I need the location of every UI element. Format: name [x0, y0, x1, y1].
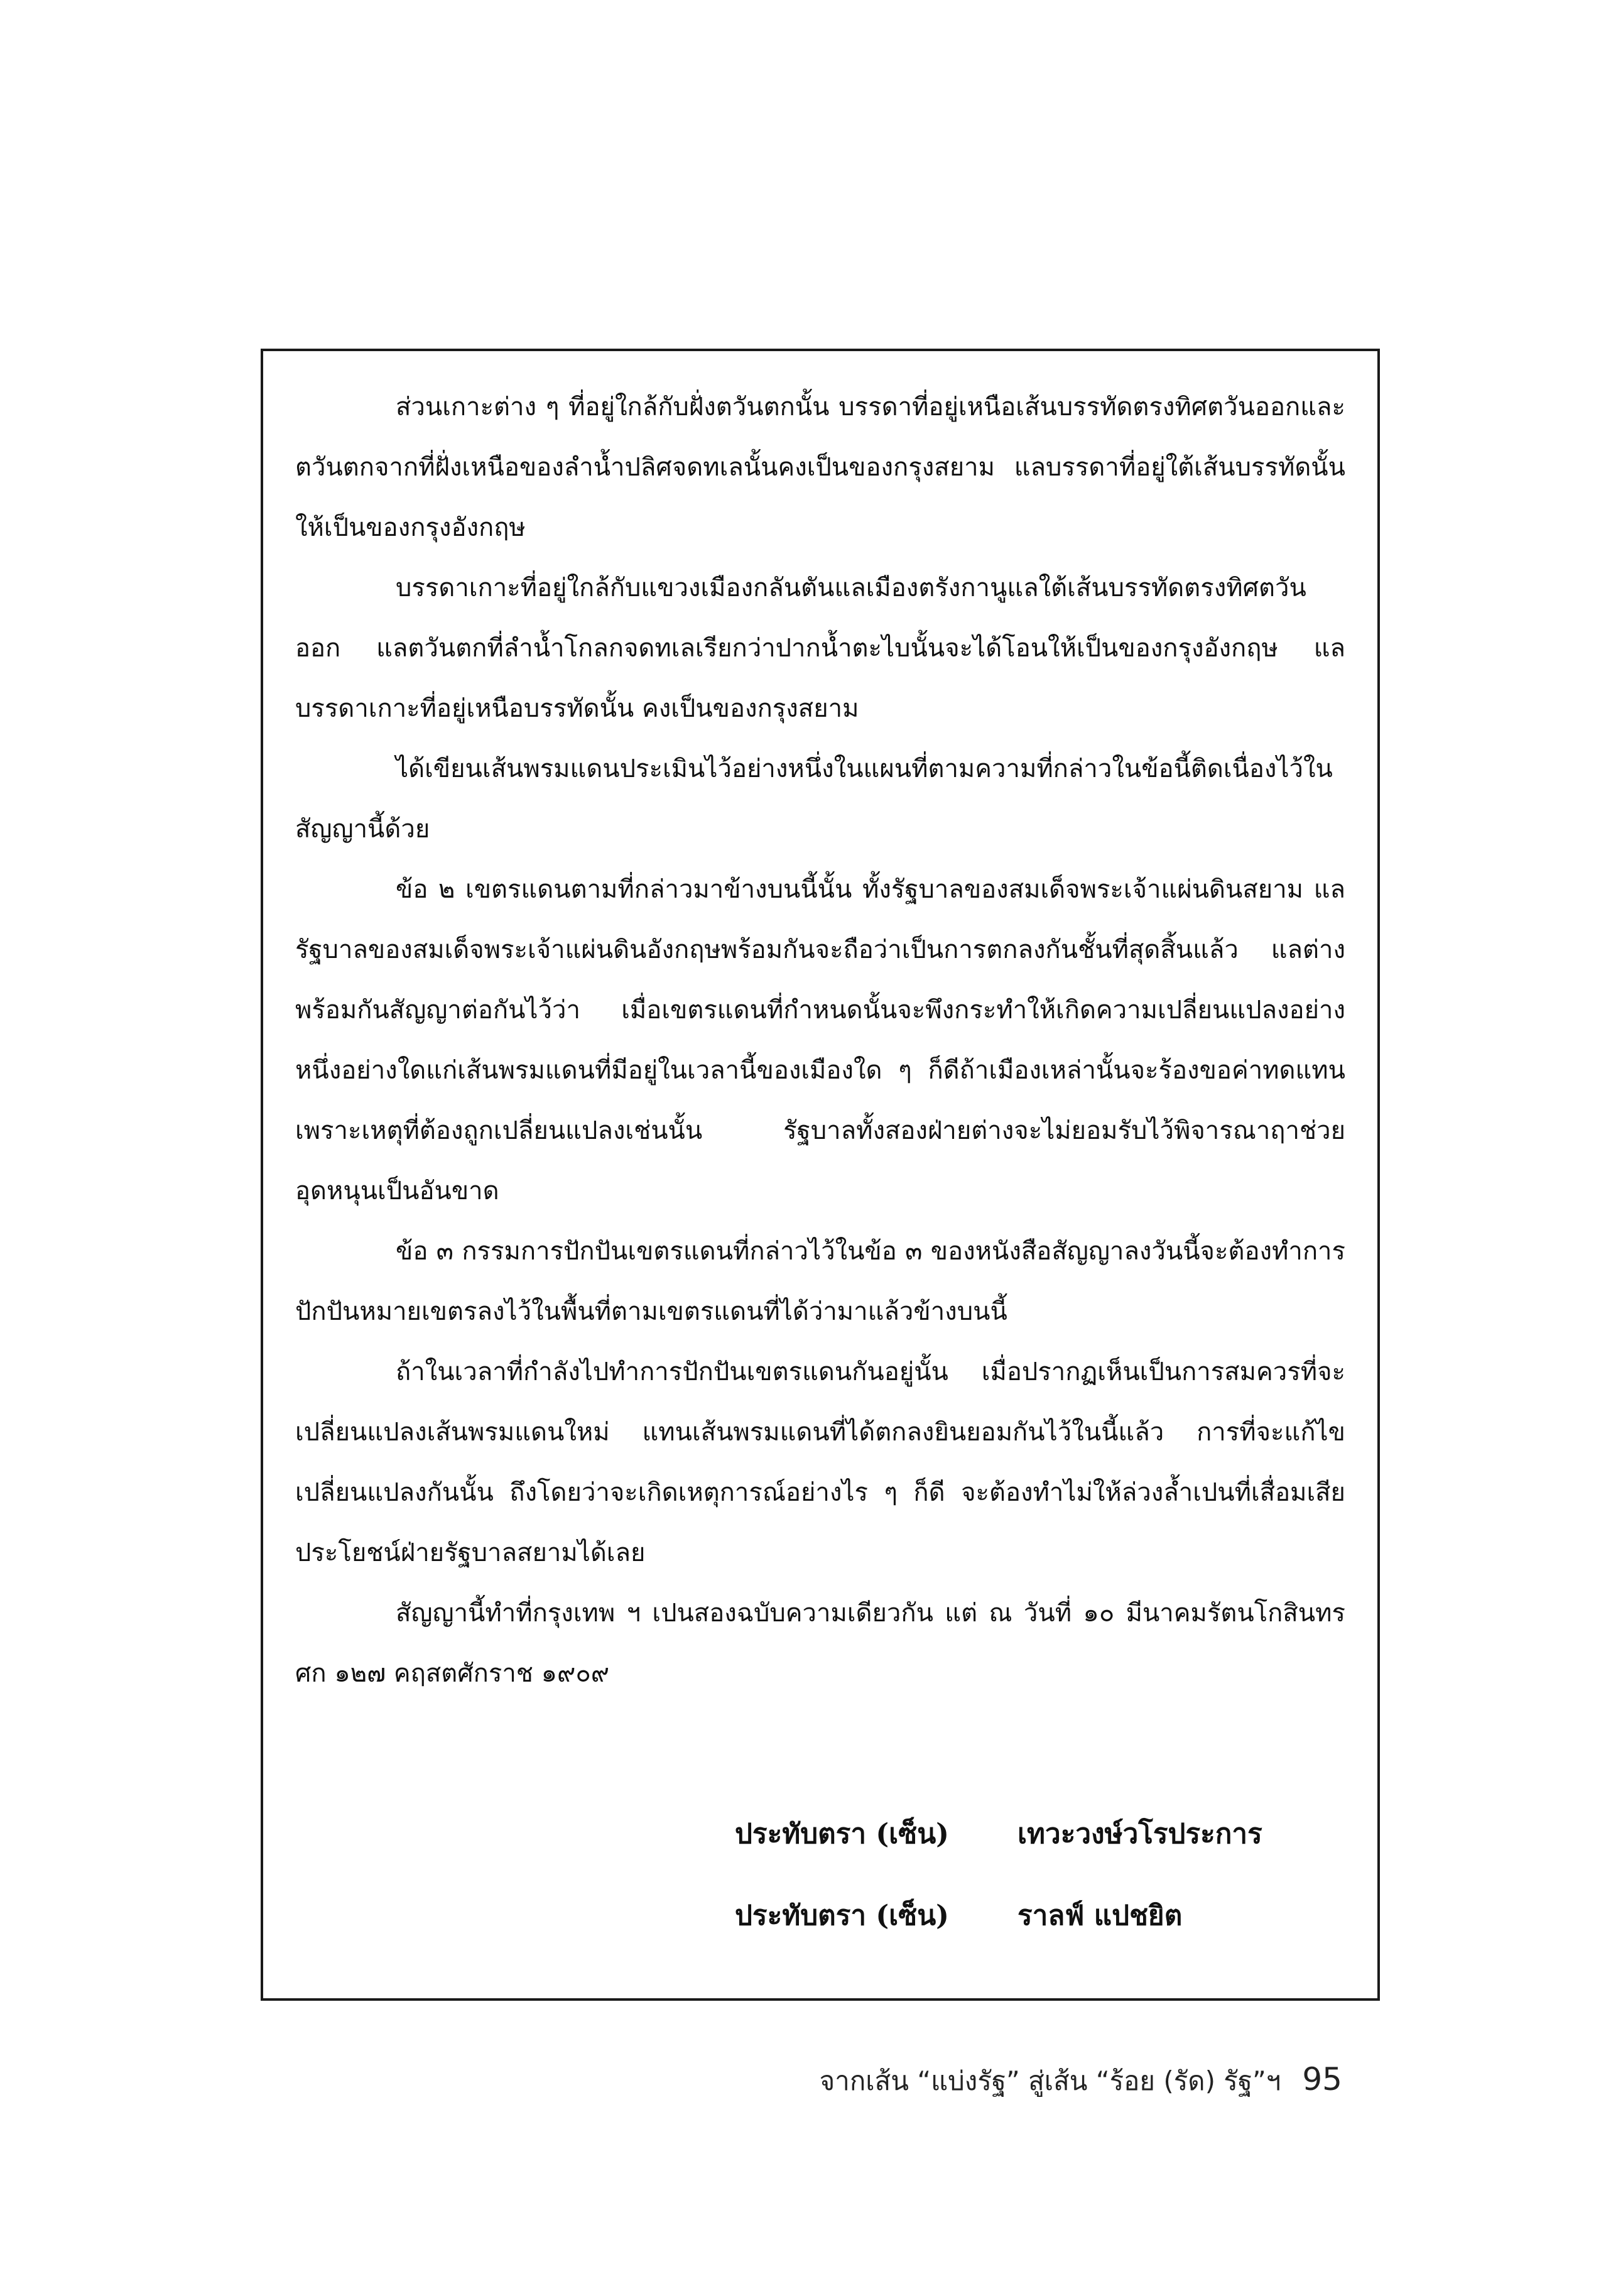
paragraph-islands-kelantan: บรรดาเกาะที่อยู่ใกล้กับแขวงเมืองกลันตันแลเมืองตรังกานูแลใต้เส้นบรรทัดตรงทิศตวันออก แลตวันตกที่ลำน้ำโกลกจดทเลเรียกว่าปากน้ำตะไบนั้นจะได้โอนให้เป็นของกรุงอังกฤษ แลบรรดาเกาะที่อยู่เหนือบรรทัดนั้น คงเป็นของกรุงสยาม — [295, 574, 1345, 723]
signature-row — [735, 1875, 1338, 1957]
paragraph-map: ได้เขียนเส้นพรมแดนประเมินไว้อย่างหนึ่งในแผนที่ตามความที่กล่าวในข้อนี้ติดเนื่องไว้ในสัญญานี้ด้วย — [295, 754, 1333, 844]
treaty-text — [295, 377, 1345, 1704]
running-title: จากเส้น “แบ่งรัฐ” สู่เส้น “ร้อย (รัด) รัฐ”ฯ — [819, 2065, 1281, 2096]
signatory-name: ราลฟ์ แปชยิต — [1017, 1900, 1183, 1932]
paragraph-boundary-changes: ถ้าในเวลาที่กำลังไปทำการปักปันเขตรแดนกันอยู่นั้น เมื่อปรากฏเห็นเป็นการสมควรที่จะเปลี่ยนแปลงเส้นพรมแดนใหม่ แทนเส้นพรมแดนที่ได้ตกลงยินยอมกันไว้ในนี้แล้ว การที่จะแก้ไขเปลี่ยนแปลงกันนั้น ถึงโดยว่าจะเกิดเหตุการณ์อย่างไร ๆ ก็ดี จะต้องทำไม่ให้ล่วงล้ำเปนที่เสื่อมเสียประโยชน์ฝ่ายรัฐบาลสยามได้เลย — [295, 1357, 1345, 1567]
page-number: 95 — [1302, 2061, 1342, 2097]
seal-label: ประทับตรา (เซ็น) — [735, 1900, 949, 1932]
paragraph-islands-west: ส่วนเกาะต่าง ๆ ที่อยู่ใกล้กับฝั่งตวันตกนั้น บรรดาที่อยู่เหนือเส้นบรรทัดตรงทิศตวันออกและตวันตกจากที่ฝั่งเหนือของลำน้ำปลิศจดทเลนั้นคงเป็นของกรุงสยาม แลบรรดาที่อยู่ใต้เส้นบรรทัดนั้นให้เป็นของกรุงอังกฤษ — [295, 393, 1345, 542]
signature-block — [735, 1793, 1338, 1957]
paragraph-article-2: ข้อ ๒ เขตรแดนตามที่กล่าวมาข้างบนนี้นั้น ทั้งรัฐบาลของสมเด็จพระเจ้าแผ่นดินสยาม แลรัฐบาลของสมเด็จพระเจ้าแผ่นดินอังกฤษพร้อมกันจะถือว่าเป็นการตกลงกันชั้นที่สุดสิ้นแล้ว แลต่างพร้อมกันสัญญาต่อกันไว้ว่า เมื่อเขตรแดนที่กำหนดนั้นจะพึงกระทำให้เกิดความเปลี่ยนแปลงอย่างหนึ่งอย่างใดแก่เส้นพรมแดนที่มีอยู่ในเวลานี้ของเมืองใด ๆ ก็ดีถ้าเมืองเหล่านั้นจะร้องขอค่าทดแทนเพราะเหตุที่ต้องถูกเปลี่ยนแปลงเช่นนั้น รัฐบาลทั้งสองฝ่ายต่างจะไม่ยอมรับไว้พิจารณาฤาช่วยอุดหนุนเป็นอันขาด — [295, 875, 1345, 1205]
signatory-name: เทวะวงษ์วโรประการ — [1017, 1818, 1262, 1850]
signature-row — [735, 1793, 1338, 1875]
seal-label: ประทับตรา (เซ็น) — [735, 1818, 949, 1850]
page-footer — [820, 2060, 1342, 2102]
paragraph-article-3: ข้อ ๓ กรรมการปักปันเขตรแดนที่กล่าวไว้ในข้อ ๓ ของหนังสือสัญญาลงวันนี้จะต้องทำการปักปันหมายเขตรลงไว้ในพื้นที่ตามเขตรแดนที่ได้ว่ามาแล้วข้างบนนี้ — [295, 1237, 1345, 1326]
paragraph-signing-date: สัญญานี้ทำที่กรุงเทพ ฯ เปนสองฉบับความเดียวกัน แต่ ณ วันที่ ๑๐ มีนาคมรัตนโกสินทรศก ๑๒๗ คฤสตศักราช ๑๙๐๙ — [295, 1599, 1345, 1688]
